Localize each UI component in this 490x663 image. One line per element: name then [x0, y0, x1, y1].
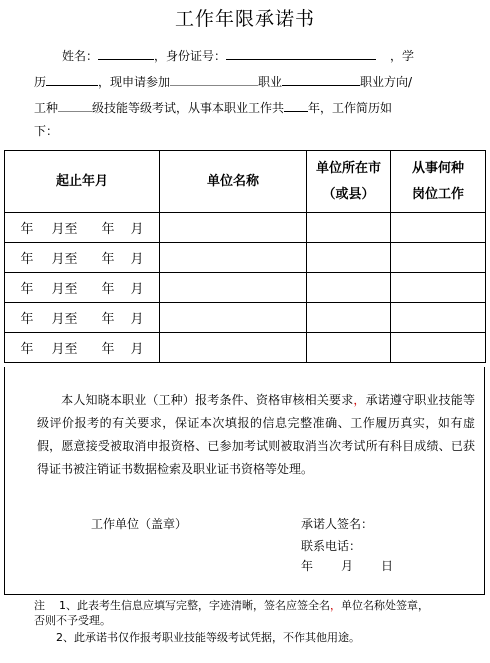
id-label: ，身份证号： [154, 49, 227, 63]
name-label: 姓名： [62, 49, 99, 63]
position-cell[interactable] [391, 333, 486, 363]
employer-stamp-label: 工作单位（盖章） [91, 517, 188, 531]
location-cell[interactable] [307, 213, 391, 243]
position-cell[interactable] [391, 213, 486, 243]
header-position: 从事何种 岗位工作 [391, 151, 486, 213]
education-label-b: 历 [34, 75, 47, 89]
type-label: 工种 [34, 101, 59, 115]
header-period: 起止年月 [5, 151, 160, 213]
date-range-cell[interactable]: 年 月至 年 月 [5, 243, 160, 273]
date-range-cell[interactable]: 年 月至 年 月 [5, 303, 160, 333]
position-cell[interactable] [391, 303, 486, 333]
declaration-text: 本人知晓本职业（工种）报考条件、资格审核相关要求，承诺遵守职业技能等级评价报考的有关要求，保证本次填报的信息完整准确、工作履历真实，如有虚假，愿意接受被取消申报资格、已参加考试则被取消当次考试所有科目成绩、已获得证书被注销证书数据检索及职业证书资格等处理。 [37, 393, 475, 476]
form-line-2 [34, 72, 412, 90]
table-header-row [5, 151, 486, 213]
header-location: 单位所在市 （或县） [307, 151, 391, 213]
date-range-cell[interactable]: 年 月至 年 月 [5, 213, 160, 243]
employer-cell[interactable] [160, 333, 307, 363]
education-label-a: ，学 [390, 49, 415, 63]
employer-cell[interactable] [160, 243, 307, 273]
level-field[interactable] [58, 98, 92, 112]
employer-cell[interactable] [160, 303, 307, 333]
table-row [5, 213, 486, 243]
table-row [5, 273, 486, 303]
location-cell[interactable] [307, 273, 391, 303]
location-cell[interactable] [307, 333, 391, 363]
employer-cell[interactable] [160, 273, 307, 303]
name-field[interactable] [98, 46, 154, 60]
page-title: 工作年限承诺书 [174, 8, 315, 30]
apply-label: ，现申请参加 [98, 75, 171, 89]
id-number-field[interactable] [226, 46, 376, 60]
note-1-cont: 否则不予受理。 [34, 614, 111, 627]
location-cell[interactable] [307, 303, 391, 333]
table-row [5, 303, 486, 333]
position-cell[interactable] [391, 243, 486, 273]
years-label: 年，工作简历如 [308, 101, 393, 115]
form-line-3 [34, 98, 392, 116]
direction-field[interactable] [282, 72, 360, 86]
years-field[interactable] [284, 98, 308, 112]
location-cell[interactable] [307, 243, 391, 273]
level-label: 级技能等级考试，从事本职业工作共 [92, 101, 285, 115]
direction-label: 职业方向/ [360, 75, 413, 89]
table-row [5, 243, 486, 273]
form-line-1 [62, 46, 414, 64]
phone-label: 联系电话： [301, 539, 362, 553]
date-range-cell[interactable]: 年 月至 年 月 [5, 273, 160, 303]
table-row [5, 333, 486, 363]
work-history-table [4, 150, 486, 363]
sign-date: 年 月 日 [301, 559, 394, 573]
signer-label: 承诺人签名： [301, 517, 374, 531]
employer-cell[interactable] [160, 213, 307, 243]
note-1: 注 1、此表考生信息应填写完整，字迹清晰，签名应签全名，单位名称处签章， [34, 599, 429, 612]
declaration-box [4, 367, 485, 595]
education-field[interactable] [46, 72, 98, 86]
end-label: 下： [34, 124, 59, 138]
header-employer: 单位名称 [160, 151, 307, 213]
occupation-field[interactable] [170, 72, 258, 86]
note-2: 2、此承诺书仅作报考职业技能等级考试凭据，不作其他用途。 [56, 631, 360, 644]
date-range-cell[interactable]: 年 月至 年 月 [5, 333, 160, 363]
position-cell[interactable] [391, 273, 486, 303]
occupation-label: 职业 [258, 75, 283, 89]
